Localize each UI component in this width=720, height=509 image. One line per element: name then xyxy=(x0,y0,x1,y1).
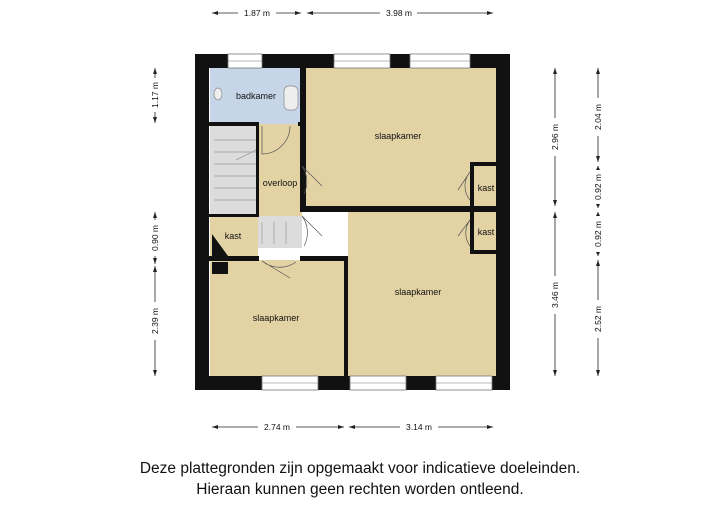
room-label-slaapkamer-bottom-left: slaapkamer xyxy=(252,313,300,323)
dim-bottom-right: 3.14 m xyxy=(406,422,432,432)
dim-bottom-left: 2.74 m xyxy=(264,422,290,432)
dim-right-outer-3: 0.92 m xyxy=(593,221,603,247)
dim-top-left: 1.87 m xyxy=(244,8,270,18)
dim-left-3: 2.39 m xyxy=(150,308,160,334)
dim-left-1: 1.17 m xyxy=(150,82,160,108)
dim-right-outer-4: 2.52 m xyxy=(593,306,603,332)
dim-right-outer-2: 0.92 m xyxy=(593,174,603,200)
room-label-kast-left: kast xyxy=(224,231,242,241)
room-label-kast-right-bottom: kast xyxy=(477,227,495,237)
dimension-left xyxy=(150,68,160,376)
dim-left-2: 0.90 m xyxy=(150,225,160,251)
stairwell-floor xyxy=(258,216,302,248)
dim-right-outer-1: 2.04 m xyxy=(593,104,603,130)
dim-right-inner-2: 3.46 m xyxy=(550,282,560,308)
dimension-top xyxy=(212,8,493,18)
room-label-badkamer: badkamer xyxy=(235,91,277,101)
room-label-overloop: overloop xyxy=(262,178,298,188)
disclaimer-line-1: Deze plattegronden zijn opgemaakt voor indicatieve doeleinden. xyxy=(139,460,581,477)
dim-right-inner-1: 2.96 m xyxy=(550,124,560,150)
dim-top-right: 3.98 m xyxy=(386,8,412,18)
stairs-floor xyxy=(210,124,258,216)
room-label-slaapkamer-middle: slaapkamer xyxy=(394,287,442,297)
dimension-right-outer xyxy=(593,68,603,376)
disclaimer-line-2: Hieraan kunnen geen rechten worden ontleend. xyxy=(196,481,524,498)
room-label-kast-right-top: kast xyxy=(477,183,495,193)
dimension-bottom xyxy=(212,422,493,432)
room-label-slaapkamer-top: slaapkamer xyxy=(374,131,422,141)
dimension-right-inner xyxy=(550,68,560,376)
